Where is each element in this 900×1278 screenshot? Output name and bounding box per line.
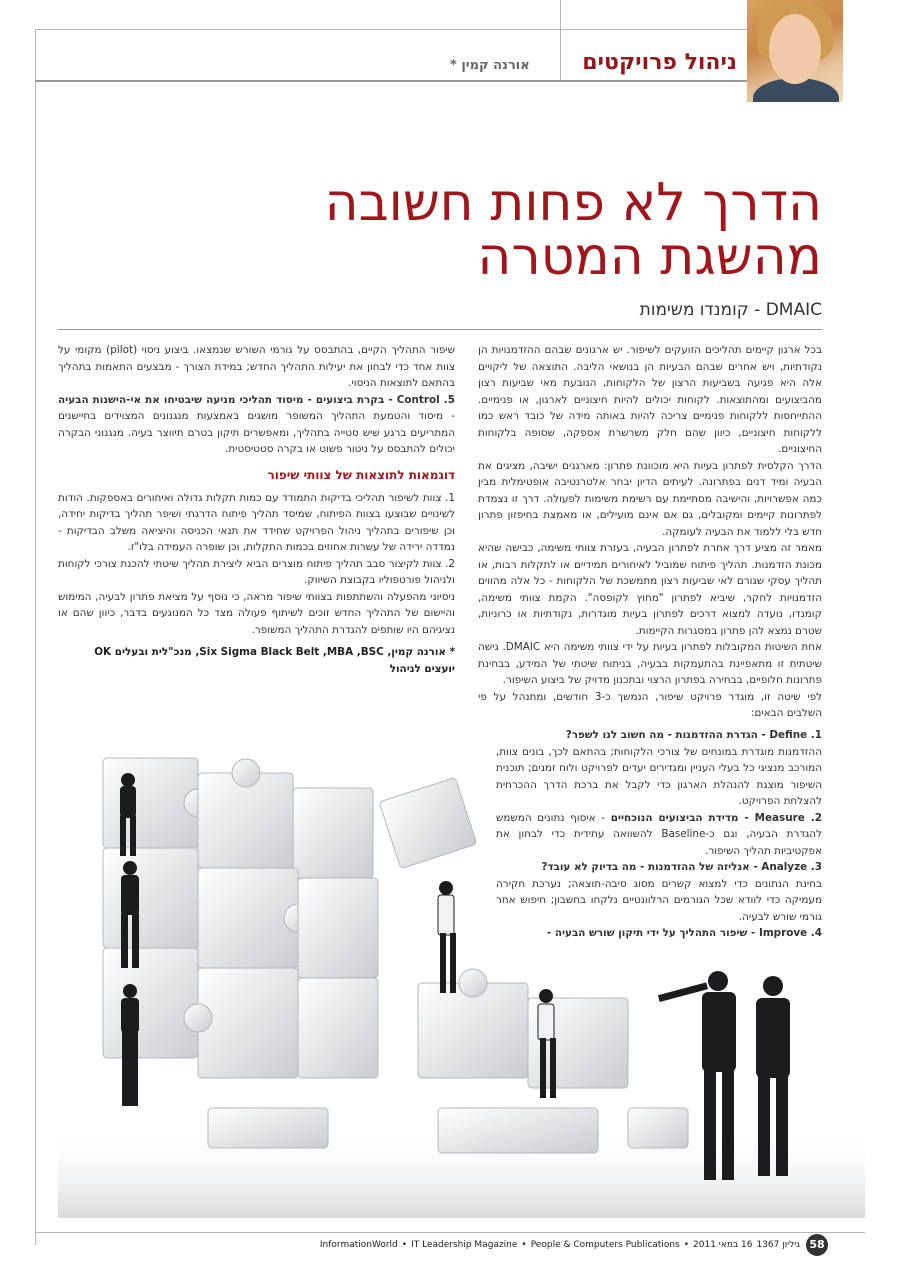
footer-separator: •	[401, 1240, 408, 1250]
paragraph: 2. צוות לקיצור סבב תהליך פיתוח מוצרים הביא ליצירת תהליך שיטתי להכנת צורכי לקוחות ולניהול פורטפוליו בקבוצת השיווק.	[58, 557, 455, 586]
footer-magazine: IT Leadership Magazine	[411, 1240, 518, 1250]
subtitle-rule	[58, 329, 822, 330]
header-rule	[35, 80, 747, 102]
page-title	[122, 173, 822, 287]
footer-brand: InformationWorld	[319, 1240, 398, 1250]
author-photo	[747, 0, 843, 102]
step-heading: 2. Measure - מדידת הביצועים הנוכחיים	[610, 811, 822, 824]
step-body: ההזדמנות מוגדרת במונחים של צורכי הלקוחות; בהתאם לכך, בונים צוות, המורכב מנציגי כל בעלי העניין ומגדירים יעדים לפרויקט ולוח זמנים; תוכנית השיפור מוצגת להנהלת הארגון כדי לקבל את ברכת הדרך ההכרחית להצלחת הפרויקט.	[496, 745, 822, 807]
footer-separator: •	[521, 1240, 527, 1250]
paragraph: שיפור התהליך הקיים, בהתבסס על גורמי השורש שנמצאו. ביצוע ניסוי (pilot) מקומי על צוות אחד כדי לבחון את יעילות התהליך החדש; במידת הצורך - מבצעים התאמות בתהליך בהתאם לתוצאות הניסוי.	[58, 344, 455, 389]
article-column-right	[478, 342, 822, 722]
paragraph: לפי שיטה זו, מוגדר פרויקט שיפור, הנמשך כ-3 חודשים, ומתנהל על פי השלבים הבאים:	[478, 690, 822, 719]
footer-date: 16 במאי 2011	[693, 1240, 753, 1250]
frame-left-line	[35, 30, 36, 1245]
header-divider	[560, 0, 561, 80]
step-heading: 5. Control - בקרת ביצועים - מיסוד תהליכי מניעה שיבטיחו את אי-הישנות הבעיה	[58, 393, 455, 406]
paragraph: אחת השיטות המקובלות לפתרון בעיות על ידי צוותי משימה היא DMAIC. גישה שיטתית זו מתאפיינת בהתעמקות בבעיה, בניתוח שיטתי של המידע, בבחינת פתרונות חלופיים, בבחירה בפתרון הרצוי ובתכנון מדויק של ביצוע השיפור.	[478, 641, 822, 686]
paragraph: 1. צוות לשיפור תהליכי בדיקות התמודד עם כמות תקלות גדולה ואיחורים באספקות. הודות לשינויים שבוצעו בצוות הפיתוח, שמיסד תהליך פיתוח הדרגתי ושיפר תהליך בדיקות יחידה, וכן שיפורים בתהליך ניהול הפרויקט שחידד את תנאי הכניסה והיציאה משלב הבדיקות - נמדדה ירידה של עשרות אחוזים בכמות התקלות, וכן שופרה העמידה בלו"ז.	[58, 491, 455, 553]
page-footer	[316, 1234, 828, 1256]
article-column-left	[58, 342, 455, 677]
step-body: - איסוף נתונים המשמש להגדרת הבעיה, וגם כ-Baseline להשוואה עתידית כדי לבחון את אפקטיביות תהליך השיפור.	[496, 811, 823, 857]
step-heading: 1. Define - הגדרת ההזדמנות - מה חשוב לנו לשפר?	[565, 729, 822, 741]
footer-issue: גיליון 1367	[756, 1240, 800, 1250]
author-note: * אורנה קמין, Six Sigma Black Belt ,MBA ,BSC, מנכ"לית ובעלים OK יועצים לניהול	[94, 646, 455, 675]
paragraph: הדרך הקלסית לפתרון בעיות היא מוכוונת פתרון: מארגנים ישיבה, מציגים את הבעיה ומיד דנים בפתרונה. לעיתים הדיון יבחר אלטרנטיבה אופטימלית מבין כמה אפשרויות, והישיבה מסתיימת עם רשימת משימות לפעולה. דרך זו נצמדת לפתרונות קיימים ומקובלים, גם אם אינם מועילים, או מאמצת בחיפזון פתרון חדש בלי ללמוד את הבעיה לעומקה.	[478, 459, 822, 538]
paragraph: בכל ארגון קיימים תהליכים הזועקים לשיפור. יש ארגונים שבהם ההזדמנויות הן נקודתיות, ויש אחרים שבהם הבעיות הן בנושאי הליבה. התוצאה של ליקויים אלה היא פגיעה בשביעות הרצון של הלקוחות, הנובעת מאי שביעות רצון מהביצועים ומהתוצאות. לקוחות יכולים להיות חיצוניים לארגון, או פנימיים. ההתייחסות ללקוחות פנימיים צריכה להיות באותה מידה של כובד ראש כמו ללקוחות חיצוניים, כיוון שהם חלק משרשרת אספקה, שסופה בלקוחות החיצוניים.	[478, 344, 822, 455]
puzzle-illustration	[58, 728, 865, 1218]
frame-bottom-line	[35, 1232, 865, 1233]
paragraph: ניסיוני מהפעלה והשתתפות בצוותי שיפור מראה, כי נוסף על מציאת פתרון לבעיה, המימוש והיישום של התהליך החדש זוכים לשיתוף פעולה מצד כל המנוגעים בדבר, כיוון שהם או נציגיהם היו שותפים להגדרת התהליך המשופר.	[58, 590, 455, 636]
section-heading: דוגמאות לתוצאות של צוותי שיפור	[267, 467, 455, 482]
frame-top-line	[35, 0, 747, 30]
puzzle-wall	[103, 758, 688, 1153]
footer-publisher: People & Computers Publications	[530, 1240, 680, 1250]
author-label: אורנה קמין *	[450, 58, 530, 73]
subtitle: DMAIC - קומנדו משימות	[639, 300, 822, 320]
step-body: - מיסוד והטמעת התהליך המשופר מושגים באמצעות מנגנונים המצוידים בחיישנים המתריעים ברגע שיש סטייה בתהליך, ומאפשרים תיקון בטרם תיווצר בעיה. מנגנוני הבקרה יכולים להתבסס על ניטור פשוט או בקרה סטטיסטית.	[58, 410, 455, 455]
page-number: 58	[806, 1234, 828, 1256]
footer-separator: •	[683, 1240, 690, 1250]
step-body: בחינת הנתונים כדי למצוא קשרים מסוג סיבה-תוצאה; נערכת חקירה מעמיקה כדי לוודא שכל הגורמים הרלוונטיים נלקחו בחשבון; חיפוש אחר גורמי שורש לבעיה.	[496, 877, 822, 923]
paragraph: מאמר זה מציע דרך אחרת לפתרון הבעיה, בעזרת צוותי משימה, כבישה שהיא מכונת הזדמנות. תהליך פיתוח שמוביל לאיחורים תמידיים או לתקלות רבות, או תהליך עסקי שגורם לאי שביעות רצון מתמשכת של הלקוחות - כל אלה מהווים הזדמנויות לחקר, שיביא לפתרון "מחוץ לקופסה". הקמת צוותי משימה, קומנדו, נועדה למצוא דרכים לפתרון בעיות מוגדרות, נקודתיות או כרוניות, שטרם נמצא להן פתרון במסגרות הקיימות.	[478, 542, 822, 637]
step-heading: 4. Improve - שיפור התהליך על ידי תיקון שורש הבעיה -	[546, 927, 822, 939]
title-line-1: הדרך לא פחות חשובה	[324, 173, 822, 233]
section-label: ניהול פרויקטים	[582, 50, 737, 75]
title-line-2: מהשגת המטרה	[477, 227, 822, 287]
step-heading: 3. Analyze - אנליזה של ההזדמנות - מה בדיוק לא עובד?	[541, 861, 822, 873]
